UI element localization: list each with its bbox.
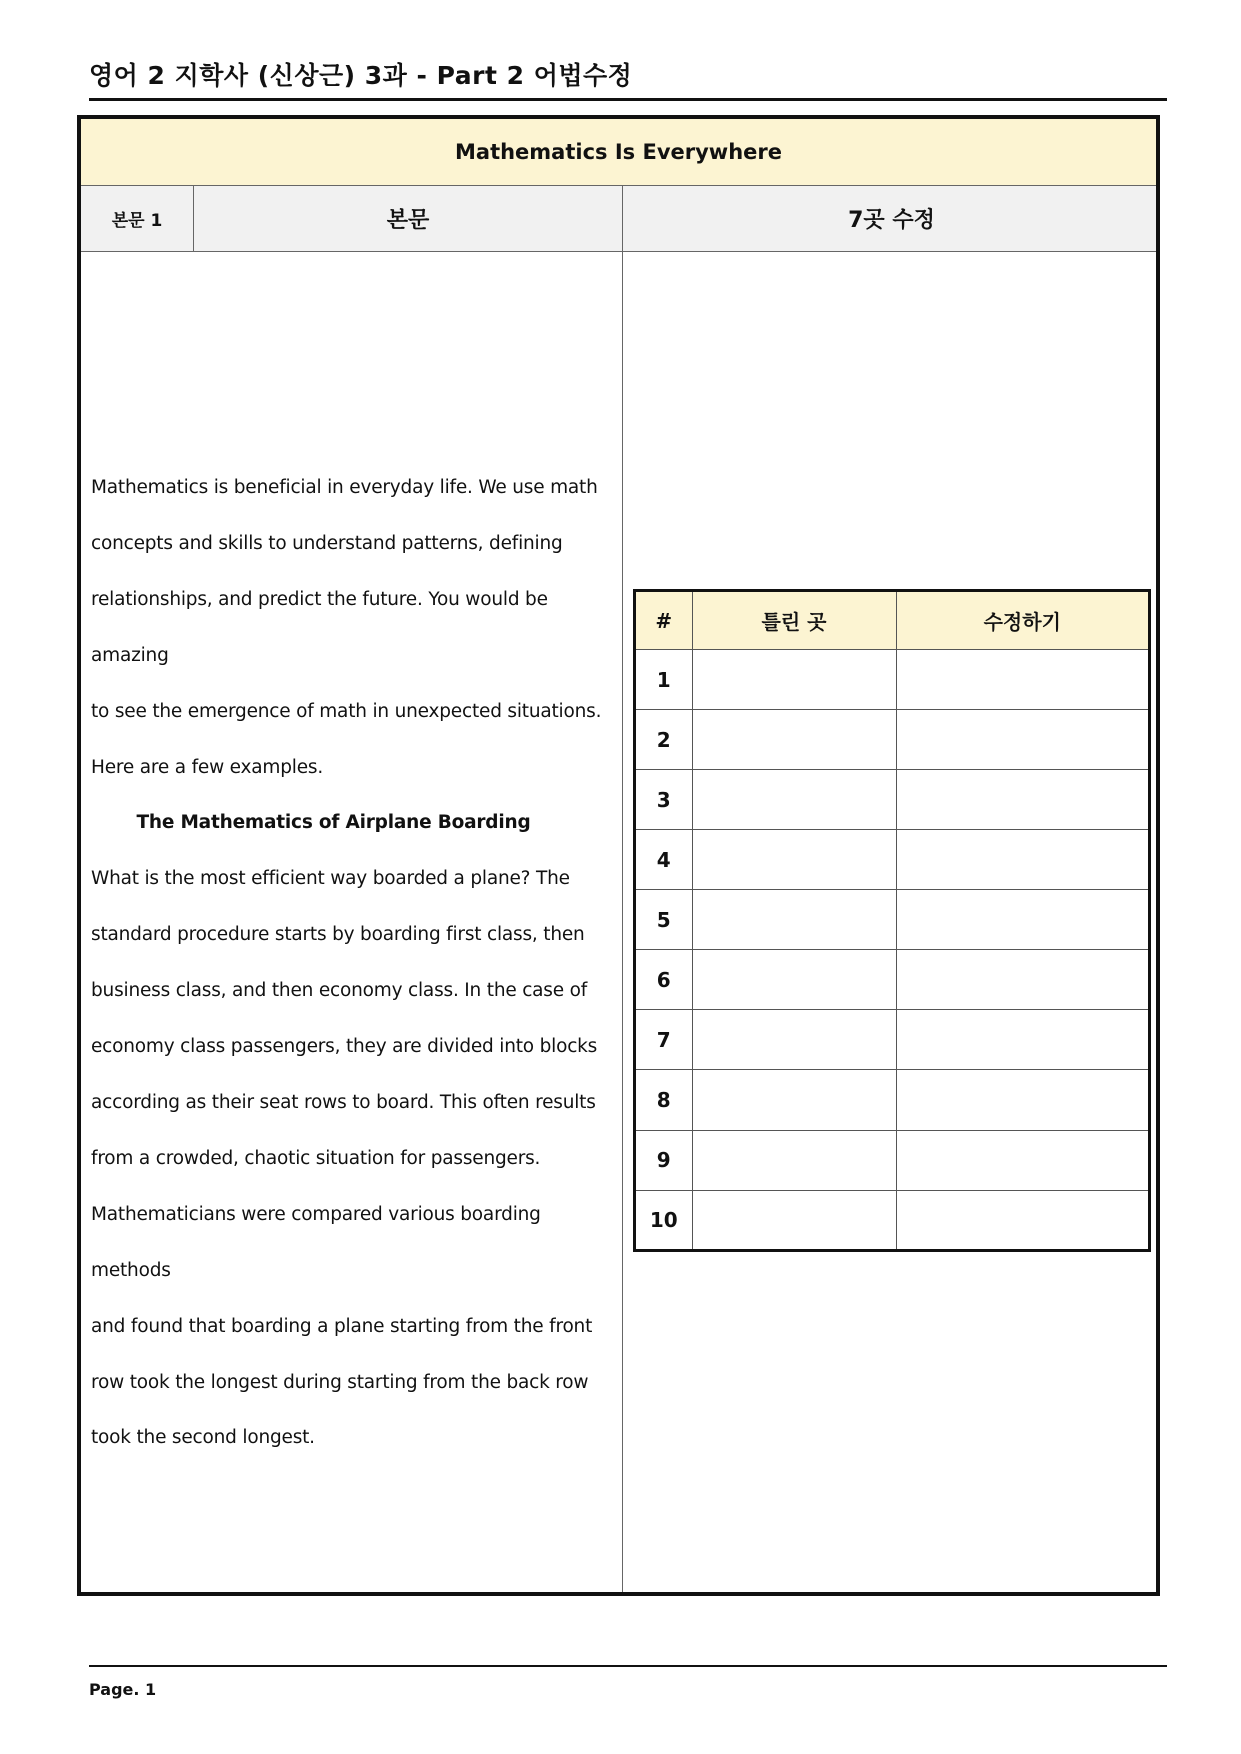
- footer-divider: [89, 1665, 1167, 1667]
- correction-table: [633, 589, 1151, 1252]
- row-number: 8: [636, 1070, 692, 1130]
- passage-subheading: The Mathematics of Airplane Boarding: [136, 812, 531, 834]
- passage-line: and found that boarding a plane starting from the front: [91, 1315, 593, 1337]
- correction-column-label: 7곳 수정: [848, 208, 935, 233]
- header-divider: [89, 98, 1167, 101]
- wrong-cell[interactable]: [692, 1190, 896, 1249]
- row-number: 1: [636, 650, 692, 710]
- header-wrong: 틀린 곳: [692, 592, 896, 650]
- table-row: [636, 770, 1148, 830]
- fix-cell[interactable]: [896, 890, 1148, 950]
- wrong-cell[interactable]: [692, 830, 896, 890]
- row-number: 2: [636, 710, 692, 770]
- column-divider: [622, 186, 623, 1592]
- table-row: [636, 1010, 1148, 1070]
- table-row: [636, 650, 1148, 710]
- row-number: 7: [636, 1010, 692, 1070]
- wrong-cell[interactable]: [692, 1130, 896, 1190]
- table-row: [636, 890, 1148, 950]
- passage-line: from a crowded, chaotic situation for passengers.: [91, 1147, 541, 1169]
- page-number: Page. 1: [89, 1680, 157, 1699]
- worksheet-frame: [77, 115, 1160, 1596]
- passage-line: concepts and skills to understand patterns, defining: [91, 532, 563, 554]
- table-row: [636, 1190, 1148, 1249]
- wrong-cell[interactable]: [692, 710, 896, 770]
- wrong-cell[interactable]: [692, 1010, 896, 1070]
- passage-line: What is the most efficient way boarded a plane? The: [91, 868, 570, 890]
- wrong-cell[interactable]: [692, 950, 896, 1010]
- fix-cell[interactable]: [896, 1190, 1148, 1249]
- passage-line: economy class passengers, they are divided into blocks: [91, 1036, 598, 1058]
- wrong-cell[interactable]: [692, 1070, 896, 1130]
- fix-cell[interactable]: [896, 1070, 1148, 1130]
- fix-cell[interactable]: [896, 650, 1148, 710]
- table-row: [636, 710, 1148, 770]
- table-row: [636, 1130, 1148, 1190]
- passage-line: Mathematicians were compared various boarding methods: [91, 1203, 541, 1281]
- wrong-cell[interactable]: [692, 770, 896, 830]
- fix-cell[interactable]: [896, 710, 1148, 770]
- fix-cell[interactable]: [896, 950, 1148, 1010]
- passage-line: row took the longest during starting from the back row: [91, 1371, 589, 1393]
- passage-line: Here are a few examples.: [91, 756, 324, 778]
- passage-line: Mathematics is beneficial in everyday life. We use math: [91, 477, 598, 498]
- table-row: [636, 950, 1148, 1010]
- table-header-row: [636, 592, 1148, 650]
- passage-text: [91, 460, 616, 1466]
- row-number: 5: [636, 890, 692, 950]
- table-row: [636, 1070, 1148, 1130]
- passage-line: relationships, and predict the future. You would be amazing: [91, 588, 548, 666]
- row-number: 10: [636, 1190, 692, 1249]
- document-title: Mathematics Is Everywhere: [81, 119, 1156, 186]
- body-column-label: 본문: [386, 208, 430, 233]
- row-number: 9: [636, 1130, 692, 1190]
- passage-line: according as their seat rows to board. This often results: [91, 1091, 596, 1113]
- fix-cell[interactable]: [896, 830, 1148, 890]
- passage-line: business class, and then economy class. In the case of: [91, 980, 588, 1002]
- passage-line: to see the emergence of math in unexpected situations.: [91, 700, 602, 722]
- section-label: 본문 1: [81, 186, 194, 251]
- header-fix: 수정하기: [896, 592, 1148, 650]
- wrong-cell[interactable]: [692, 890, 896, 950]
- passage-line: standard procedure starts by boarding first class, then: [91, 924, 585, 946]
- passage-line: took the second longest.: [91, 1427, 315, 1449]
- row-number: 6: [636, 950, 692, 1010]
- fix-cell[interactable]: [896, 1010, 1148, 1070]
- table-row: [636, 830, 1148, 890]
- row-number: 3: [636, 770, 692, 830]
- column-header-row: [81, 186, 1156, 252]
- header-number: #: [636, 592, 692, 650]
- fix-cell[interactable]: [896, 1130, 1148, 1190]
- fix-cell[interactable]: [896, 770, 1148, 830]
- wrong-cell[interactable]: [692, 650, 896, 710]
- row-number: 4: [636, 830, 692, 890]
- page-header-title: 영어 2 지학사 (신상근) 3과 - Part 2 어법수정: [89, 61, 633, 90]
